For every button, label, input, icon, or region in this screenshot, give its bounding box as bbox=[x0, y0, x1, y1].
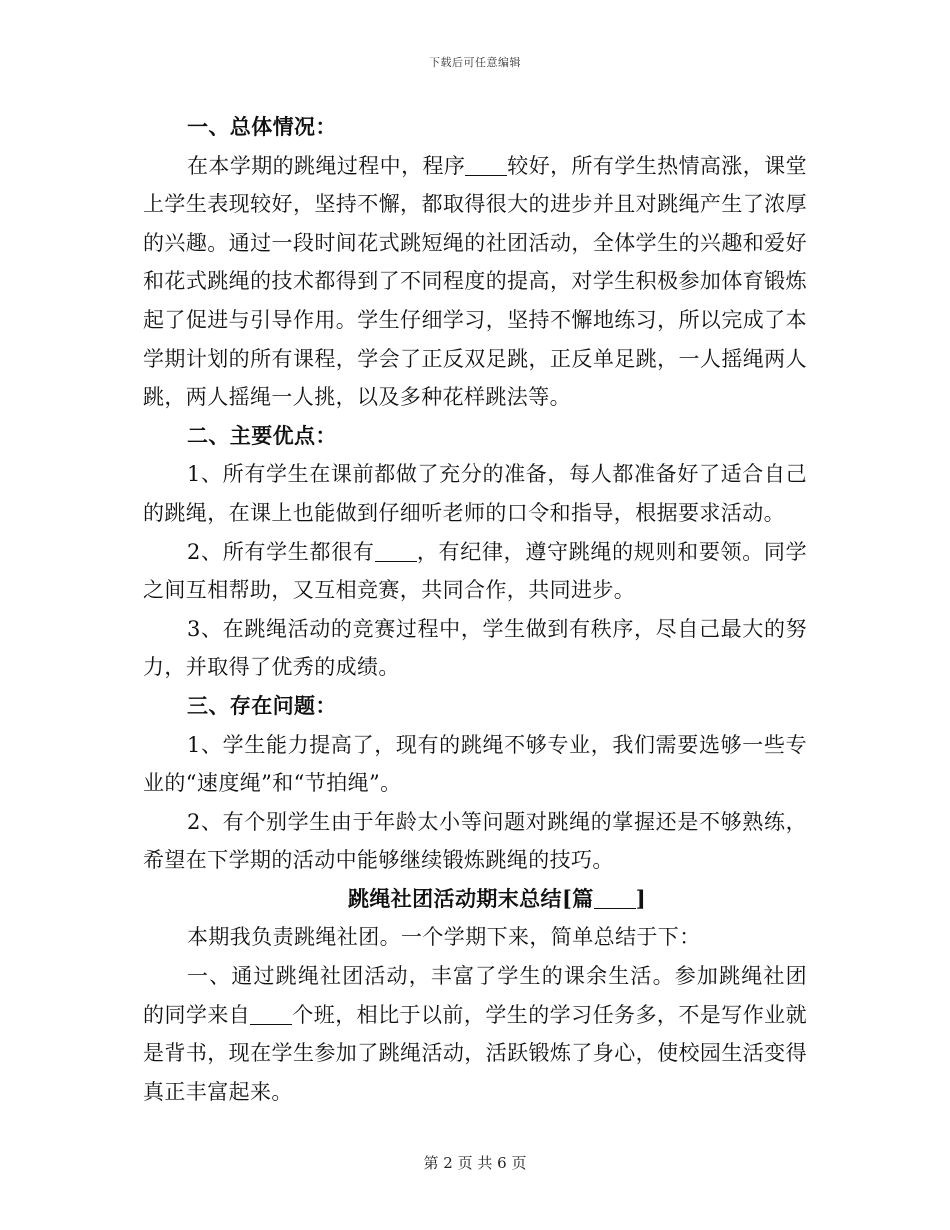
section-heading-problems: 三、存在问题： bbox=[187, 692, 337, 718]
overview-text-start: 在本学期的跳绳过程中，程序 bbox=[187, 153, 466, 178]
problem-item-2: 2、有个别学生由于年龄太小等问题对跳绳的掌握还是不够熟练，希望在下学期的活动中能够继续锻炼跳绳的技巧。 bbox=[143, 809, 807, 873]
page-number-footer: 第 2 页 共 6 页 bbox=[423, 1154, 527, 1172]
article-paragraph-1-text-end: 个班，相比于以前，学生的学习任务多，不是写作业就是背书，现在学生参加了跳绳活动，活跃锻炼了身心，使校园生活变得真正丰富起来。 bbox=[143, 1002, 807, 1104]
fill-blank bbox=[250, 1003, 292, 1025]
fill-blank bbox=[594, 887, 636, 909]
page-header-note: 下载后可任意编辑 bbox=[429, 56, 521, 69]
overview-paragraph bbox=[143, 147, 807, 417]
article-intro: 本期我负责跳绳社团。一个学期下来，简单总结于下： bbox=[187, 925, 701, 950]
section-heading-overview: 一、总体情况： bbox=[187, 114, 337, 139]
strength-item-2 bbox=[143, 533, 807, 610]
document-body bbox=[143, 108, 807, 1111]
strength-item-1: 1、所有学生在课前都做了充分的准备，每人都准备好了适合自己的跳绳，在课上也能做到仔细听老师的口令和指导，根据要求活动。 bbox=[143, 462, 807, 525]
fill-blank bbox=[375, 540, 417, 562]
overview-text-end: 较好，所有学生热情高涨，课堂上学生表现较好，坚持不懈，都取得很大的进步并且对跳绳产生了浓厚的兴趣。通过一段时间花式跳短绳的社团活动，全体学生的兴趣和爱好和花式跳绳的技术都得到了不同程度的提高，对学生积极参加体育锻炼起了促进与引导作用。学生仔细学习，坚持不懈地练习，所以完成了本学期计划的所有课程，学会了正反双足跳，正反单足跳，一人摇绳两人跳，两人摇绳一人挑，以及多种花样跳法等。 bbox=[143, 153, 807, 410]
article-paragraph-1-text-start: 一、通过跳绳社团活动，丰富了学生的课余生活。参加跳绳社团的同学来自 bbox=[143, 964, 807, 1027]
strength-item-3: 3、在跳绳活动的竞赛过程中，学生做到有秩序，尽自己最大的努力，并取得了优秀的成绩。 bbox=[143, 616, 807, 680]
article-paragraph-1 bbox=[143, 957, 807, 1111]
strength-item-2-text-start: 2、所有学生都很有 bbox=[187, 539, 375, 564]
section-heading-strengths: 二、主要优点： bbox=[187, 422, 337, 448]
article-title-bracket: ] bbox=[635, 885, 647, 911]
article-title bbox=[143, 880, 807, 919]
article-title-text: 跳绳社团活动期末总结[篇 bbox=[347, 885, 594, 911]
problem-item-1: 1、学生能力提高了，现有的跳绳不够专业，我们需要选够一些专业的“速度绳”和“节拍绳”。 bbox=[143, 732, 807, 796]
fill-blank bbox=[465, 154, 507, 176]
strength-item-2-text-end: ，有纪律，遵守跳绳的规则和要领。同学之间互相帮助，又互相竞赛，共同合作，共同进步。 bbox=[143, 539, 807, 603]
